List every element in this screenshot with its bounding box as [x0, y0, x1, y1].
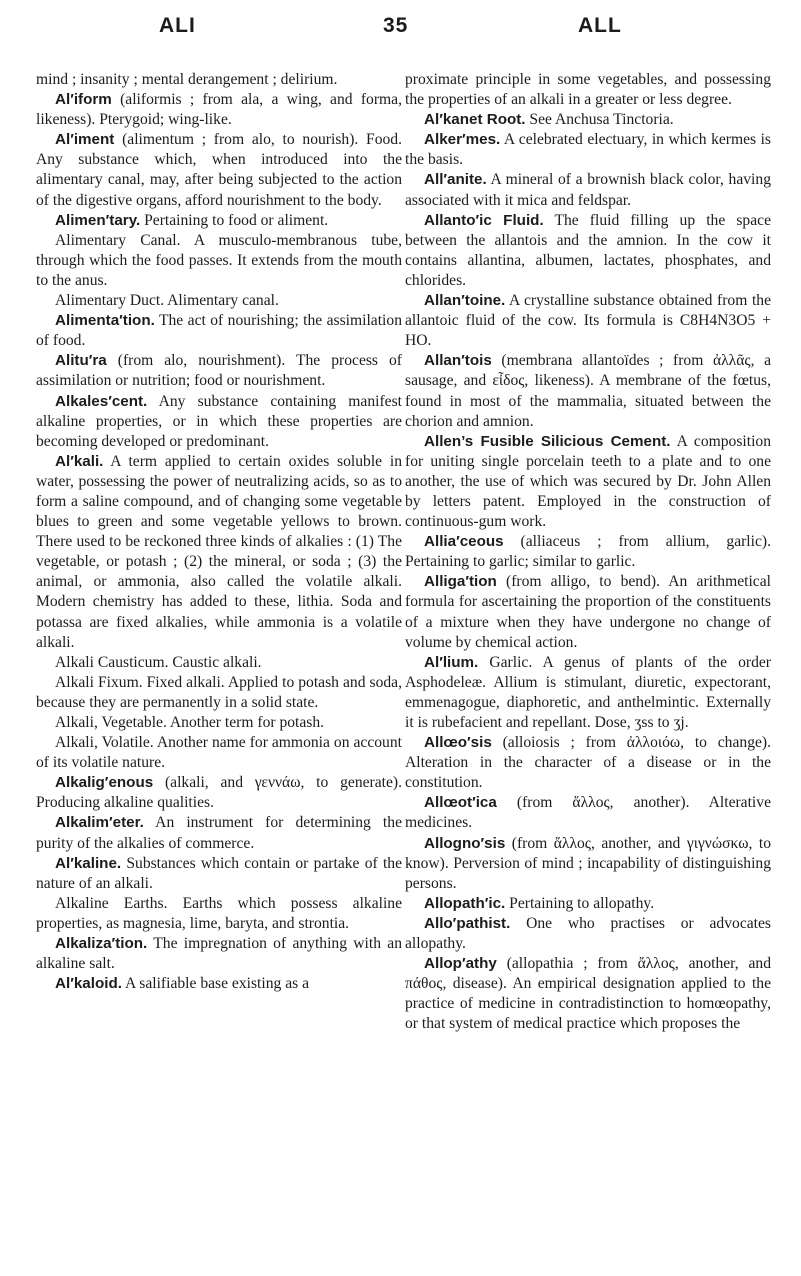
- entry-definition: Alkali Causticum. Caustic alkali.: [55, 653, 262, 671]
- entry-headword: Allen’s Fusible Silicious Cement.: [424, 432, 671, 450]
- entry-definition: (from alligo, to bend). An arithmetical formula for ascertaining the proportion of the constituents of a mixture when they have undergone no change of volume by chemical action.: [405, 573, 771, 651]
- dictionary-entry: [405, 432, 771, 532]
- entry-definition: An instrument for determining the purity of the alkalies of commerce.: [36, 814, 402, 852]
- entry-definition: Substances which contain or partake of the nature of an alkali.: [36, 854, 402, 892]
- entry-definition: Pertaining to allopathy.: [505, 894, 655, 912]
- dictionary-entry: [36, 934, 402, 974]
- left-column: [36, 70, 402, 994]
- dictionary-entry: [405, 954, 771, 1034]
- dictionary-entry: [405, 572, 771, 652]
- dictionary-entry: [36, 130, 402, 210]
- dictionary-entry: [36, 653, 402, 673]
- dictionary-entry: [36, 351, 402, 391]
- entry-headword: Al′lium.: [424, 653, 479, 671]
- entry-headword: Al′iform: [55, 91, 112, 109]
- dictionary-entry: [36, 733, 402, 773]
- dictionary-entry: [405, 894, 771, 914]
- entry-headword: Al′kaline.: [55, 854, 122, 872]
- entry-headword: Alkalim′eter.: [55, 814, 144, 832]
- entry-definition: Alkali, Volatile. Another name for ammonia on account of its volatile nature.: [36, 734, 402, 772]
- dictionary-entry: [36, 392, 402, 452]
- entry-definition: A composition for uniting single porcelain teeth to a plate and to one another, the use of which was secured by Dr. John Allen by letters patent. Employed in the construction of continuous-gum work.: [405, 432, 772, 531]
- entry-headword: Allop′athy: [424, 955, 497, 973]
- entry-definition: Garlic. A genus of plants of the order Asphodeleæ. Allium is stimulant, diuretic, expectorant, emmenagogue, diaphoretic, and anthelmintic. Externally it is rubefacient and repellant. Dose, ʒss to ʒj.: [405, 653, 771, 731]
- entry-headword: Al′kanet Root.: [424, 111, 526, 129]
- entry-definition: Alkali Fixum. Fixed alkali. Applied to potash and soda, because they are permanently in a solid state.: [36, 673, 402, 711]
- header-right-guide-word: ALL: [578, 14, 622, 37]
- entry-definition: (aliformis ; from ala, a wing, and forma, likeness). Pterygoid; wing-like.: [36, 91, 402, 129]
- dictionary-entry: [36, 291, 402, 311]
- entry-headword: All′anite.: [424, 171, 487, 189]
- dictionary-entry: [36, 311, 402, 351]
- entry-definition: A term applied to certain oxides soluble in water, possessing the power of neutralizing acids, so as to form a saline compound, and of changing some vegetable blues to green and some vegetable yellows to brown. There used to be reckoned three kinds of alkalies : (1) The vegetable, or potash ; (2) the mineral, or soda ; (3) the animal, or ammonia, also called the volatile alkali. Modern chemistry has added to these, lithia. Soda and potassa are fixed alkalies, while ammonia is a volatile alkali.: [36, 452, 402, 651]
- entry-definition: proximate principle in some vegetables, and possessing the properties of an alkali in a greater or less degree.: [405, 71, 771, 109]
- entry-headword: Al′kaloid.: [55, 975, 122, 993]
- entry-headword: Allanto′ic Fluid.: [424, 211, 544, 229]
- entry-definition: A salifiable base existing as a: [121, 975, 310, 993]
- entry-definition: Alkaline Earths. Earths which possess alkaline properties, as magnesia, lime, baryta, and strontia.: [36, 894, 402, 932]
- entry-definition: (membrana allantoïdes ; from ἀλλᾶς, a sausage, and εἶδος, likeness). A membrane of the fœtus, found in most of the mammalia, situated between the chorion and amnion.: [405, 352, 771, 430]
- dictionary-entry: [405, 532, 771, 572]
- entry-headword: Allœot′ica: [424, 794, 497, 812]
- entry-definition: A celebrated electuary, in which kermes is the basis.: [405, 131, 771, 169]
- entry-headword: Allan′tois: [424, 352, 492, 370]
- entry-headword: Alitu′ra: [55, 352, 107, 370]
- entry-definition: The fluid filling up the space between the allantois and the amnion. In the cow it contains allantina, albumen, lactates, phosphates, and chlorides.: [405, 211, 771, 289]
- dictionary-entry: [36, 713, 402, 733]
- dictionary-entry: [36, 813, 402, 853]
- dictionary-entry: [36, 90, 402, 130]
- dictionary-entry: [405, 291, 771, 351]
- dictionary-entry: [405, 70, 771, 110]
- dictionary-entry: [405, 653, 771, 733]
- right-column: [405, 70, 771, 1035]
- dictionary-entry: [405, 351, 771, 431]
- entry-headword: Alkaliza′tion.: [55, 935, 148, 953]
- page-number: 35: [383, 14, 409, 37]
- entry-definition: (alliaceus ; from allium, garlic). Pertaining to garlic; similar to garlic.: [405, 533, 771, 571]
- entry-definition: The impregnation of anything with an alkaline salt.: [36, 935, 402, 973]
- dictionary-entry: [36, 673, 402, 713]
- entry-headword: Alkalig′enous: [55, 774, 154, 792]
- entry-definition: Alimentary Duct. Alimentary canal.: [55, 292, 279, 310]
- entry-headword: Allan′toine.: [424, 292, 506, 310]
- entry-headword: Allia′ceous: [424, 533, 504, 551]
- dictionary-entry: [36, 70, 402, 90]
- entry-definition: One who practises or advocates allopathy.: [405, 914, 771, 953]
- entry-headword: Allo′pathist.: [424, 914, 511, 932]
- entry-headword: Alimen′tary.: [55, 211, 141, 229]
- dictionary-entry: [405, 211, 771, 291]
- dictionary-entry: [405, 914, 771, 954]
- entry-definition: (from ἄλλος, another). Alterative medicines.: [405, 794, 771, 832]
- entry-definition: Any substance containing manifest alkaline properties, or in which these properties are becoming developed or predominant.: [36, 392, 402, 450]
- entry-definition: Alimentary Canal. A musculo-membranous tube, through which the food passes. It extends from the mouth to the anus.: [36, 231, 402, 289]
- entry-headword: Allopath′ic.: [424, 894, 506, 912]
- dictionary-entry: [36, 894, 402, 934]
- entry-definition: Alkali, Vegetable. Another term for potash.: [55, 714, 325, 731]
- entry-definition: A crystalline substance obtained from the allantoic fluid of the cow. Its formula is C8H4N3O5 + HO.: [405, 292, 771, 350]
- entry-definition: Pertaining to food or aliment.: [140, 211, 329, 229]
- dictionary-entry: [405, 834, 771, 894]
- dictionary-entry: [405, 793, 771, 833]
- entry-headword: Allœo′sis: [424, 734, 492, 752]
- entry-headword: Al′iment: [55, 131, 115, 149]
- entry-headword: Alliga′tion: [424, 573, 497, 591]
- entry-definition: See Anchusa Tinctoria.: [525, 111, 674, 129]
- dictionary-entry: [36, 854, 402, 894]
- dictionary-entry: [405, 110, 771, 130]
- entry-definition: (alloiosis ; from ἀλλοιόω, to change). Alteration in the character of a disease or in the constitution.: [405, 734, 771, 792]
- dictionary-entry: [36, 452, 402, 653]
- entry-definition: A mineral of a brownish black color, having associated with it mica and feldspar.: [405, 171, 771, 209]
- entry-definition: (from ἄλλος, another, and γιγνώσκω, to know). Perversion of mind ; incapability of distinguishing persons.: [405, 834, 771, 892]
- dictionary-entry: [405, 130, 771, 170]
- dictionary-entry: [405, 170, 771, 210]
- entry-definition: (from alo, nourishment). The process of assimilation or nutrition; food or nourishment.: [36, 352, 402, 390]
- dictionary-entry: [36, 211, 402, 231]
- entry-headword: Alkales′cent.: [55, 392, 148, 410]
- entry-definition: mind ; insanity ; mental derangement ; delirium.: [36, 71, 338, 88]
- entry-definition: (alkali, and γεννάω, to generate). Producing alkaline qualities.: [36, 774, 402, 812]
- entry-definition: The act of nourishing; the assimilation of food.: [36, 312, 402, 350]
- entry-headword: Al′kali.: [55, 452, 104, 470]
- entry-headword: Allogno′sis: [424, 834, 506, 852]
- header-left-guide-word: ALI: [159, 14, 196, 37]
- entry-definition: (alimentum ; from alo, to nourish). Food. Any substance which, when introduced into the alimentary canal, may, after being subjected to the action of the digestive organs, afford nourishment to the body.: [36, 131, 402, 209]
- entry-definition: (allopathia ; from ἄλλος, another, and πάθος, disease). An empirical designation applied to the practice of medicine in contradistinction to homœopathy, or that system of medical practice which proposes the: [405, 955, 771, 1033]
- dictionary-entry: [36, 773, 402, 813]
- dictionary-entry: [36, 231, 402, 291]
- entry-headword: Alimenta′tion.: [55, 312, 155, 330]
- entry-headword: Alker′mes.: [424, 131, 501, 149]
- page-header: [0, 14, 801, 54]
- dictionary-entry: [36, 974, 402, 994]
- dictionary-entry: [405, 733, 771, 793]
